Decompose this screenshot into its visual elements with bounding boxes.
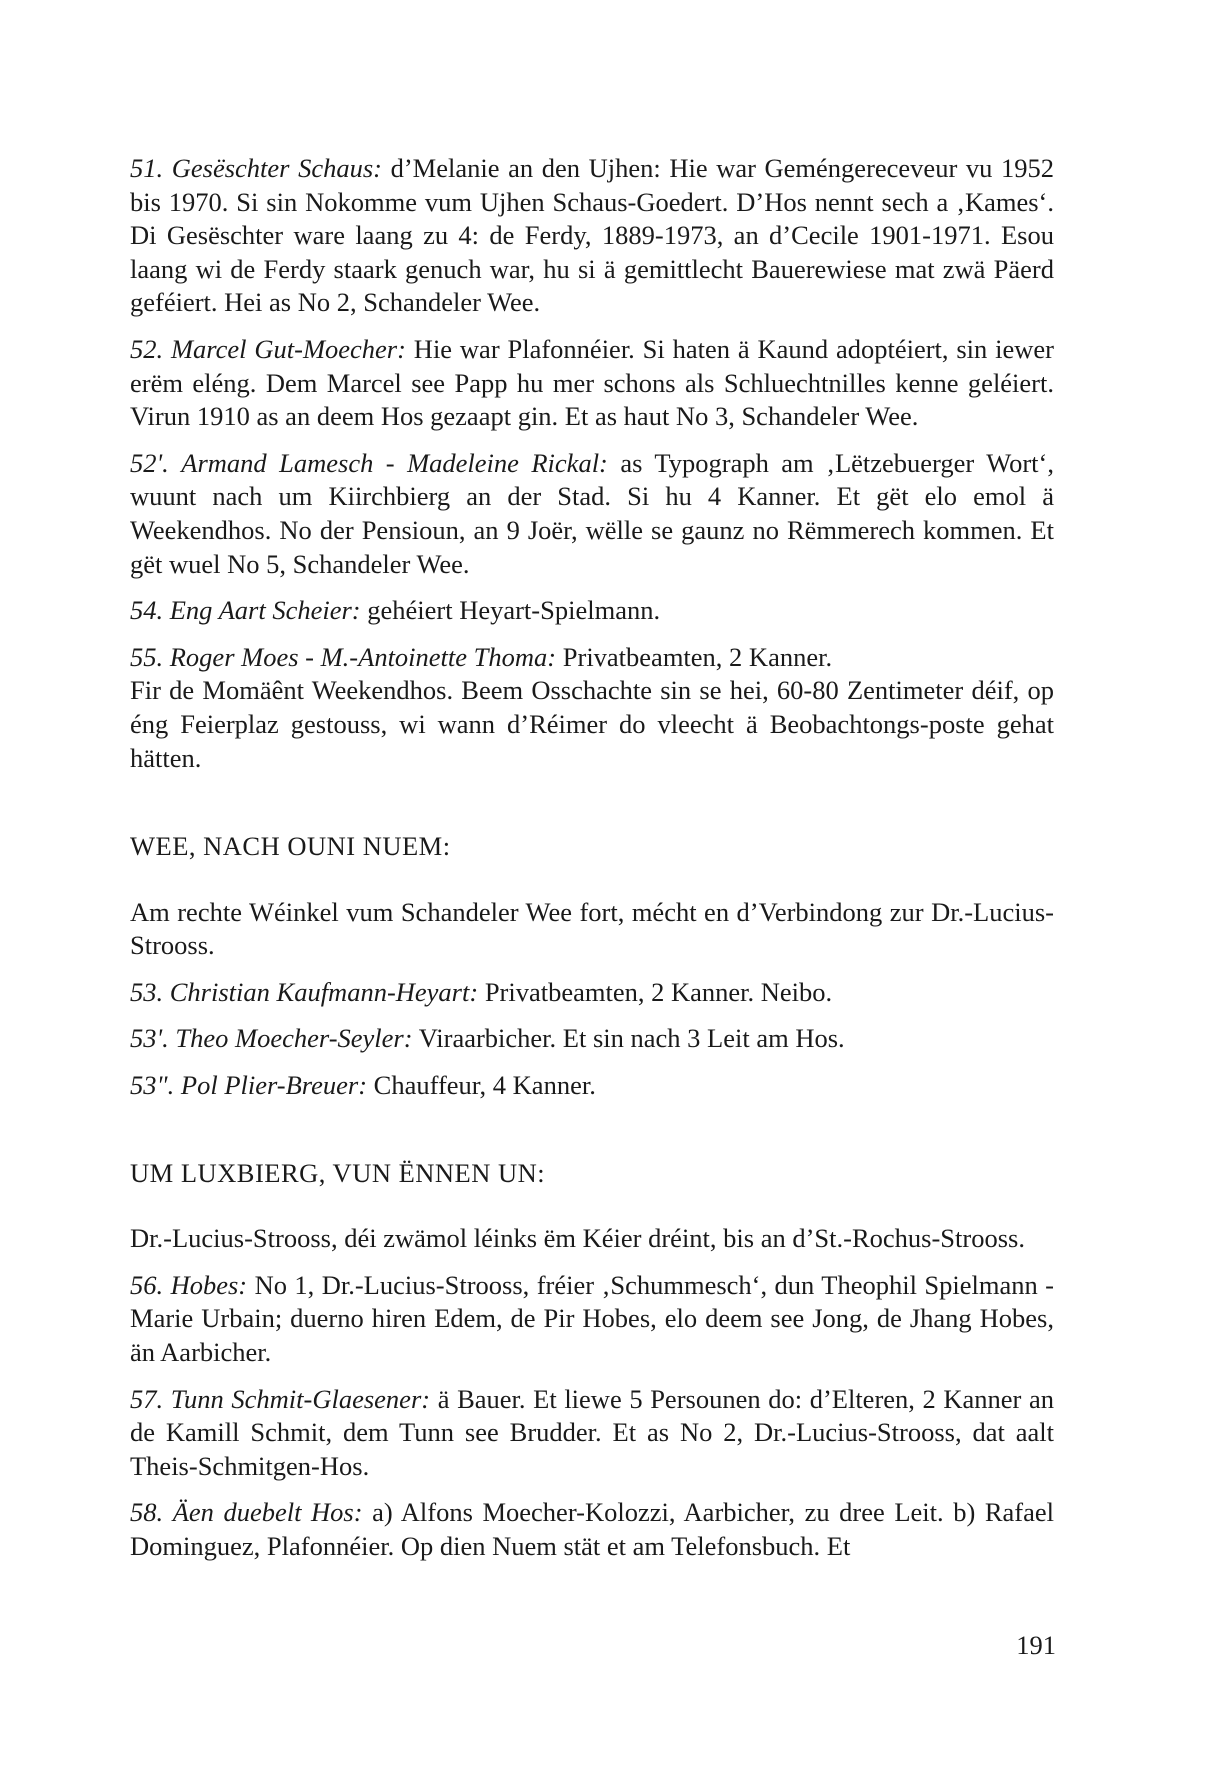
entry-name: Äen duebelt Hos: bbox=[172, 1497, 363, 1528]
section-intro-wee: Am rechte Wéinkel vum Schandeler Wee fort, mécht en d’Verbindong zur Dr.-Lucius-Strooss. bbox=[130, 896, 1054, 961]
entry-53-prime bbox=[130, 1022, 1054, 1056]
entry-text: Privatbeamten, 2 Kanner. bbox=[556, 641, 833, 672]
entry-58 bbox=[130, 1496, 1054, 1563]
entry-56 bbox=[130, 1269, 1054, 1370]
entry-name: Tunn Schmit-Glaesener: bbox=[170, 1383, 431, 1414]
entry-number: 53". bbox=[130, 1070, 175, 1101]
entry-number: 53'. bbox=[130, 1023, 169, 1054]
entry-51 bbox=[130, 152, 1054, 320]
entry-name: Eng Aart Scheier: bbox=[169, 595, 361, 626]
entry-name: Roger Moes - M.-Antoinette Thoma: bbox=[169, 641, 557, 672]
entry-name: Christian Kaufmann-Heyart: bbox=[169, 976, 479, 1007]
entry-57 bbox=[130, 1383, 1054, 1484]
entry-name: Hobes: bbox=[170, 1269, 248, 1300]
entry-number: 54. bbox=[130, 595, 164, 626]
entry-number: 55. bbox=[130, 641, 164, 672]
entry-55 bbox=[130, 641, 1054, 675]
section-heading-luxbierg: UM LUXBIERG, VUN ËNNEN UN: bbox=[130, 1157, 546, 1188]
entry-number: 53. bbox=[130, 976, 164, 1007]
entry-name: Marcel Gut-Moecher: bbox=[170, 333, 406, 364]
entry-52-prime bbox=[130, 447, 1054, 581]
entry-55-continuation: Fir de Momäênt Weekendhos. Beem Osschachte sin se hei, 60-80 Zentimeter déif, op éng Feierplaz gestouss, wi wann d’Réimer do vleecht ä Beobachtongs-poste gehat hätten. bbox=[130, 675, 1054, 773]
entry-name: Pol Plier-Breuer: bbox=[180, 1070, 368, 1101]
entry-number: 52. bbox=[130, 333, 164, 364]
entry-text: Chauffeur, 4 Kanner. bbox=[367, 1070, 596, 1101]
entry-54 bbox=[130, 594, 1054, 628]
entry-text: Viraarbicher. Et sin nach 3 Leit am Hos. bbox=[412, 1023, 845, 1054]
entry-number: 57. bbox=[130, 1383, 164, 1414]
entry-number: 56. bbox=[130, 1269, 164, 1300]
entry-number: 52'. bbox=[130, 447, 169, 478]
entry-53 bbox=[130, 976, 1054, 1010]
entry-number: 51. bbox=[130, 153, 164, 183]
entry-name: Theo Moecher-Seyler: bbox=[175, 1023, 413, 1054]
entry-name: Gesëschter Schaus: bbox=[171, 153, 382, 183]
entry-text: ä Bauer. Et liewe 5 Persounen do: d’Elteren, 2 Kanner an de Kamill Schmit, dem Tunn see Brudder. Et as No 2, Dr.-Lucius-Strooss, dat aalt Theis-Schmitgen-Hos. bbox=[130, 1383, 1055, 1481]
entry-text: gehéiert Heyart-Spielmann. bbox=[360, 595, 661, 626]
entry-text: d’Melanie an den Ujhen: Hie war Geméngereceveur vu 1952 bis 1970. Si sin Nokomme vum Ujhen Schaus-Goedert. D’Hos nennt sech a ‚Kames‘. Di Gesëschter ware laang zu 4: de Ferdy, 1889-1973, an d’Cecile 1901-1971. Esou laang wi de Ferdy staark genuch war, hu si ä gemittlecht Bauerewiese mat zwä Päerd geféiert. Hei as No 2, Schandeler Wee. bbox=[130, 153, 1054, 318]
entry-name: Armand Lamesch - Madeleine Rickal: bbox=[181, 447, 608, 478]
entry-text: Privatbeamten, 2 Kanner. Neibo. bbox=[478, 976, 833, 1007]
entry-53-double-prime bbox=[130, 1069, 1054, 1103]
entry-text: as Typograph am ‚Lëtzebuerger Wort‘, wuunt nach um Kiirchbierg an der Stad. Si hu 4 Kanner. Et gët elo emol ä Weekendhos. No der Pensioun, an 9 Joër, wëlle se gaunz no Rëmmerech kommen. Et gët wuel No 5, Schandeler Wee. bbox=[130, 447, 1054, 579]
entry-number: 58. bbox=[130, 1497, 164, 1528]
section-intro-luxbierg: Dr.-Lucius-Strooss, déi zwämol léinks ëm Kéier dréint, bis an d’St.-Rochus-Strooss. bbox=[130, 1223, 1025, 1254]
page-number: 191 bbox=[1016, 1630, 1056, 1660]
entry-text: Hie war Plafonnéier. Si haten ä Kaund adoptéiert, sin iewer erëm eléng. Dem Marcel see Papp hu mer schons als Schluechtnilles kenne geléiert. Virun 1910 as an deem Hos gezaapt gin. Et as haut No 3, Schandeler Wee. bbox=[130, 333, 1054, 432]
entry-text: a) Alfons Moecher-Kolozzi, Aarbicher, zu dree Leit. b) Rafael Dominguez, Plafonnéier. Op dien Nuem stät et am Telefonsbuch. Et bbox=[130, 1497, 1054, 1561]
page-body bbox=[130, 152, 1054, 1577]
entry-text: No 1, Dr.-Lucius-Strooss, fréier ‚Schummesch‘, dun Theophil Spielmann - Marie Urbain; duerno hiren Edem, de Pir Hobes, elo deem see Jong, de Jhang Hobes, än Aarbicher. bbox=[130, 1269, 1055, 1368]
entry-52 bbox=[130, 333, 1054, 434]
section-heading-wee: WEE, NACH OUNI NUEM: bbox=[130, 831, 451, 862]
